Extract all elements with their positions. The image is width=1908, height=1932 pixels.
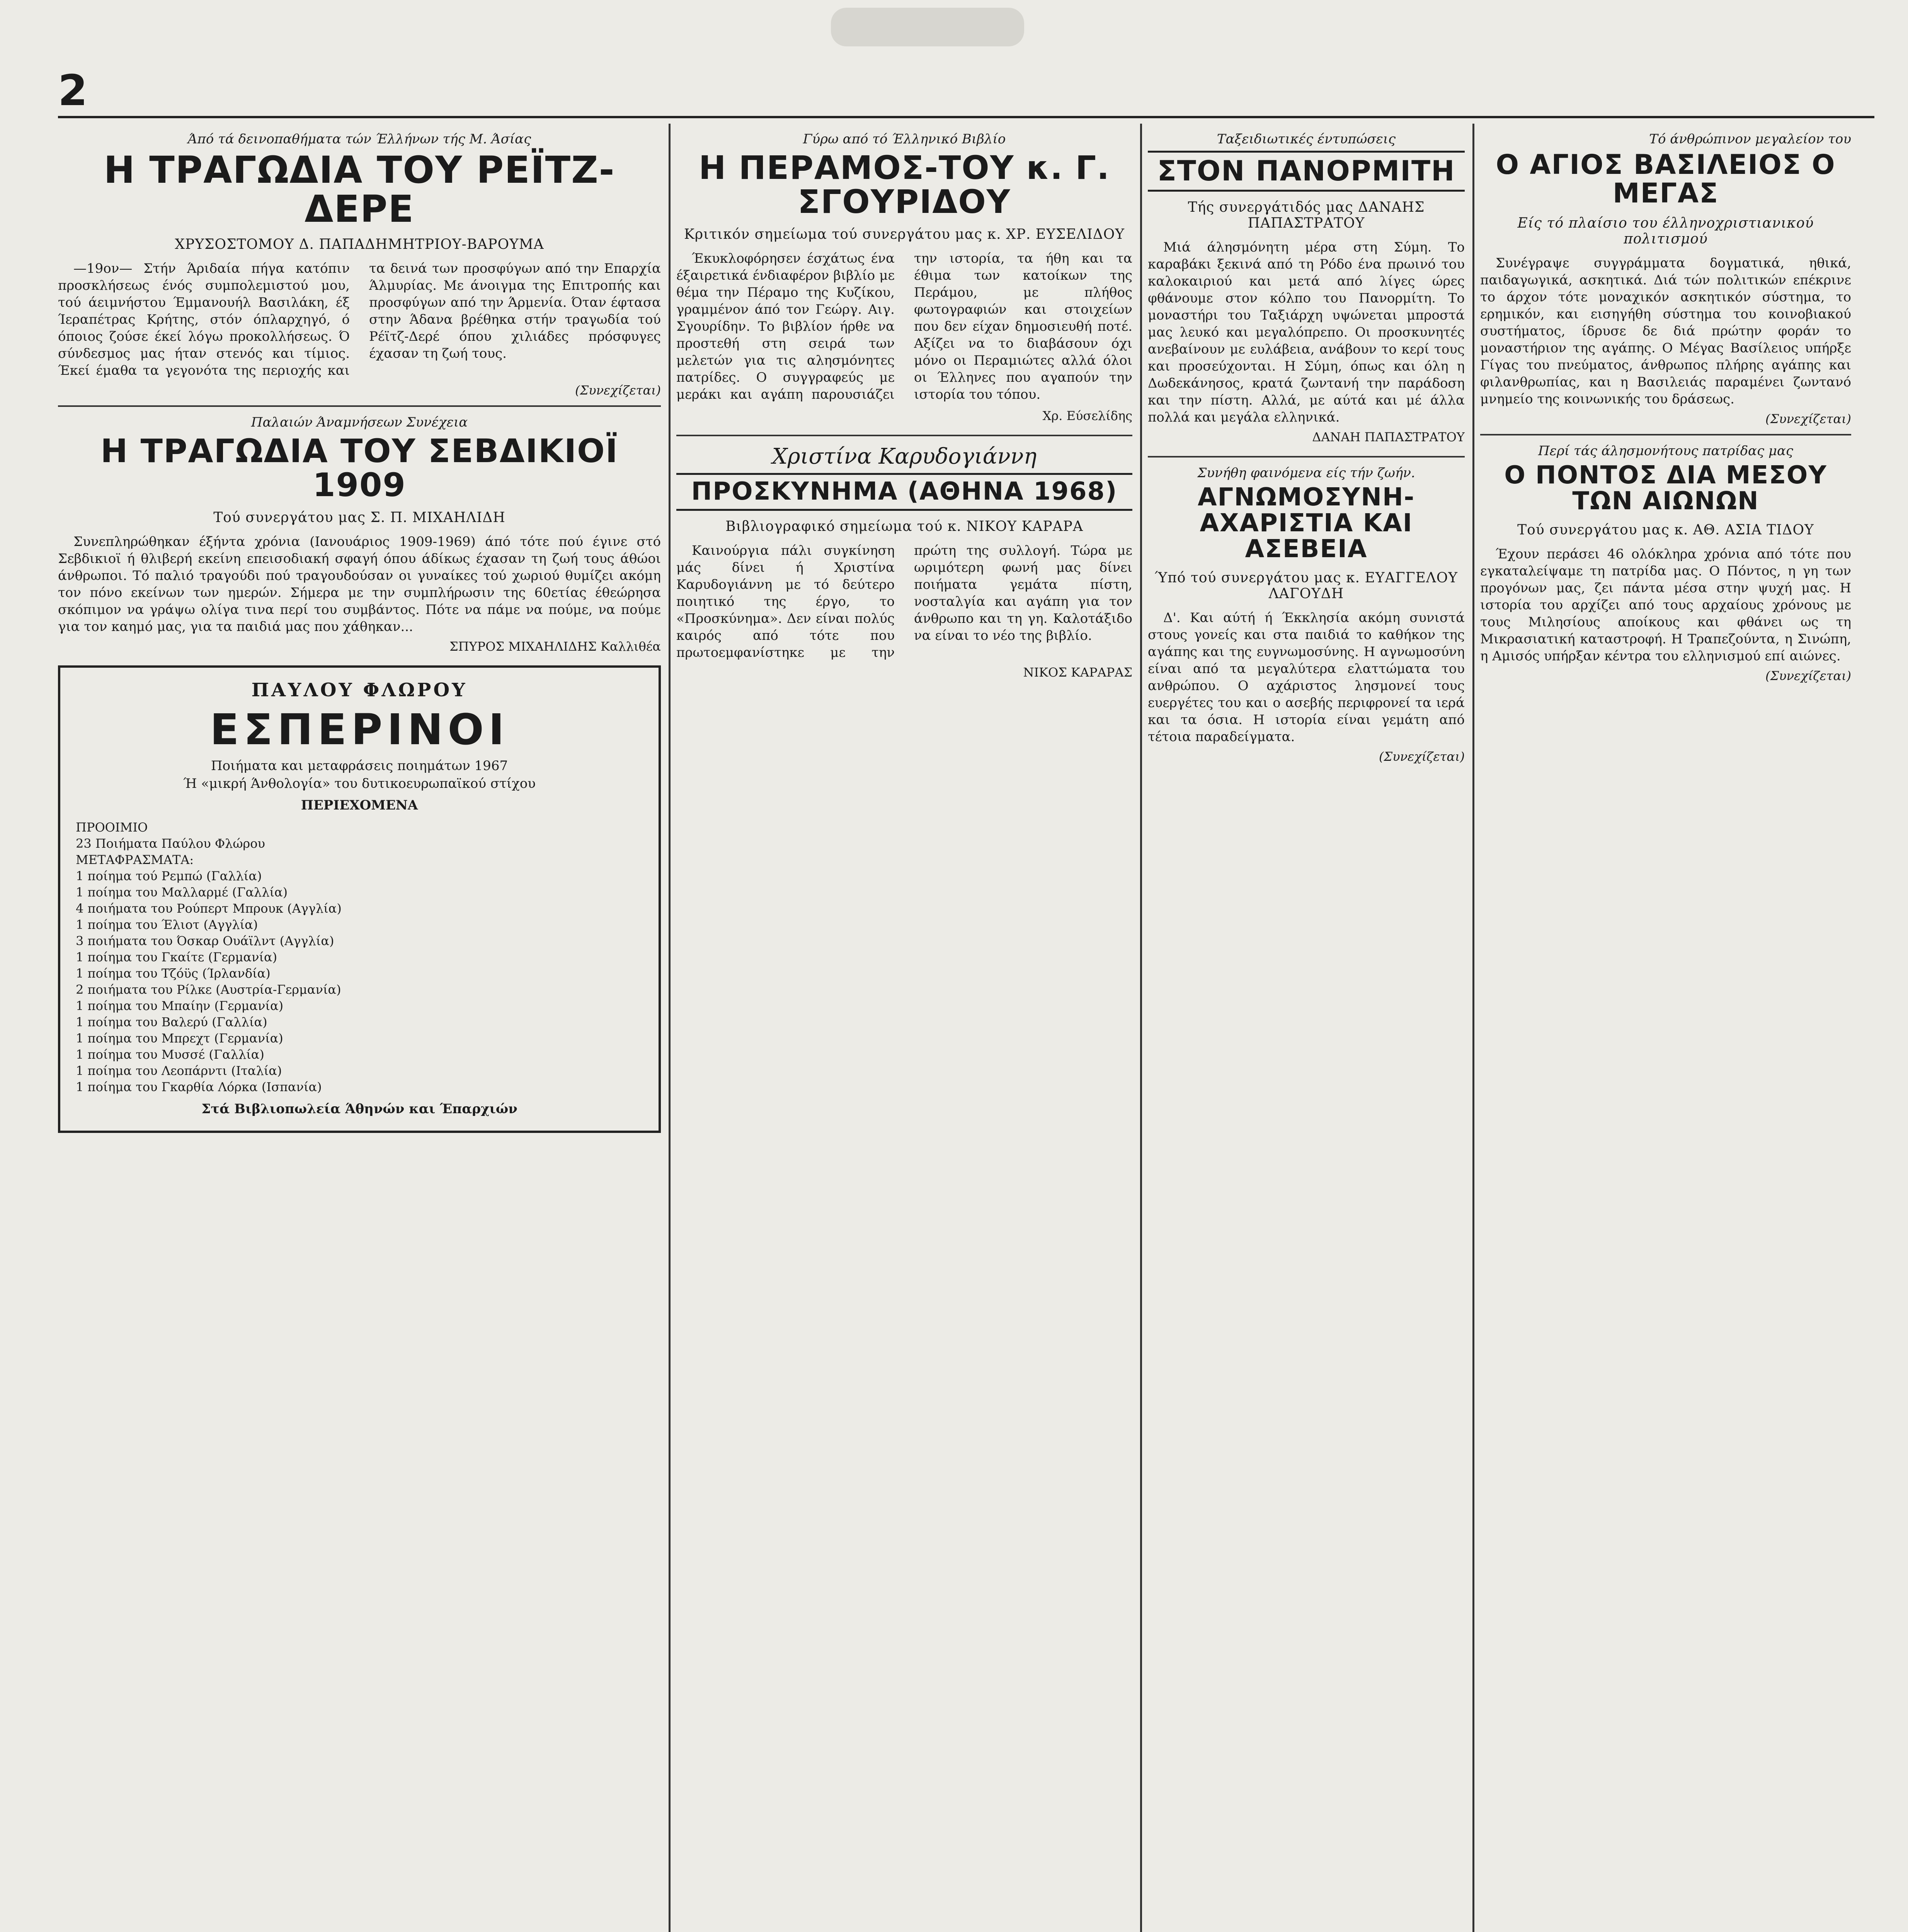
author-signature: Χρ. Εύσελίδης [1042, 408, 1132, 423]
article-headline: ΣΤΟΝ ΠΑΝΟΡΜΙΤΗ [1148, 151, 1465, 192]
column-1 [58, 124, 661, 1932]
ad-contents-item: ΜΕΤΑΦΡΑΣΜΑΤΑ: [76, 852, 194, 867]
article-text: Καινούργια πάλι συγκίνηση μάς δίνει ή Χριστίνα Καρυδογιάννη με τό δεύτερο ποιητικό της έργο, το «Προσκύνημα». Δεν είναι πολύς καιρός από τότε που πρωτοεμφανίστηκε με την πρώτη της συλλογή. Τώρα με ωριμότερη φωνή μας δίνει ποιήματα γεμάτα πίστη, νοσταλγία και αγάπη για τον άνθρωπο και τη γη. Καλοτάξιδο να είναι το νέο της βιβλίο. [676, 543, 1132, 660]
page-number: 2 [58, 66, 88, 115]
column-2 [676, 124, 1132, 1932]
ad-contents-item: 1 ποίημα του Έλιοτ (Αγγλία) [76, 917, 258, 932]
ad-contents-item: 1 ποίημα του Γκαρθία Λόρκα (Ισπανία) [76, 1079, 322, 1094]
article-kicker: Άπό τά δεινοπαθήματα τών Έλλήνων τής Μ. Άσίας [187, 131, 531, 147]
column-divider [669, 124, 671, 1932]
ad-contents-item: 1 ποίημα του Βαλερύ (Γαλλία) [76, 1014, 267, 1029]
top-rule [58, 116, 1874, 118]
article-headline: Η ΠΕΡΑΜΟΣ-ΤΟΥ κ. Γ. ΣΓΟΥΡΙΔΟΥ [698, 149, 1110, 221]
ad-contents-item: ΠΡΟΟΙΜΙΟ [76, 820, 148, 835]
book-ad-box [58, 665, 661, 1133]
author-signature: ΝΙΚΟΣ ΚΑΡΑΡΑΣ [1023, 665, 1132, 680]
article-text: Συνέγραψε συγγράμματα δογματικά, ηθικά, παιδαγωγικά, ασκητικά. Διά τών πολιτικών επέκρινε το άρχον τότε μοναχικόν ασκητικόν σύστημα, το ερημικόν, και εισηγήθη σύστημα του κοινοβιακού συστήματος, ίδρυσε δε διά πρώτην φοράν το μοναστήριον της αγάπης. Ο Μέγας Βασίλειος υπήρξε Γίγας του πνεύματος, άνθρωπος πλήρης αγάπης και φιλανθρωπίας, και η Βασιλειάς παραμένει ζωντανό μνημείο της κοινωνικής του δράσεως. [1480, 255, 1851, 407]
divider [58, 405, 661, 407]
article-byline: Είς τό πλαίσιο του έλληνοχριστιανικού πολιτισμού [1517, 215, 1814, 247]
article-body [1148, 609, 1465, 745]
article-body [1480, 255, 1851, 408]
ad-contents-heading: ΠΕΡΙΕΧΟΜΕΝΑ [301, 797, 418, 813]
article-headline: Η ΤΡΑΓΩΔΙΑ ΤΟΥ ΣΕΒΔΙΚΙΟΪ 1909 [100, 432, 618, 504]
ad-contents-item: 1 ποίημα του Τζόϋς (Ίρλανδία) [76, 966, 271, 981]
article-body [1148, 239, 1465, 426]
ad-contents-list [76, 819, 643, 1095]
article-text: Συνεπληρώθηκαν έξήντα χρόνια (Ιανουάριος 1909-1969) άπό τότε πού έγινε στό Σεβδικιοϊ ή θλιβερή εκείνη επεισοδιακή σφαγή όπου άδίκως έχασαν τη ζωή τους άθώοι άνθρωποι. Τό παλιό τραγούδι πού τραγουδούσαν οι γυναίκες τού χωριού θυμίζει ακόμη τον πόνο εκείνων των ημερών. Σήμερα με την συμπλήρωσιν της 60ετίας έθεώρησα σκόπιμον να γράψω ολίγα τινα περί του συμβάντος. Πότε να πάμε να πούμε, να πούμε για τον καημό μας, για τα παιδιά μας που χάθηκαν... [58, 534, 661, 634]
ad-contents-item: 1 ποίημα τού Ρεμπώ (Γαλλία) [76, 868, 262, 883]
article-body [676, 542, 1132, 661]
divider [676, 435, 1132, 436]
divider [1148, 456, 1465, 457]
article-byline: Τής συνεργάτιδός μας ΔΑΝΑΗΣ ΠΑΠΑΣΤΡΑΤΟΥ [1188, 199, 1425, 231]
article-text: Έχουν περάσει 46 ολόκληρα χρόνια από τότε που εγκαταλείψαμε τη πατρίδα μας. Ο Πόντος, η γη των προγόνων μας, ζει πάντα μέσα στην ψυχή μας. Η ιστορία του αρχίζει από τους αρχαίους χρόνους με τους Μιλησίους αποίκους και φθάνει ως τη Μικρασιατική καταστροφή. Η Τραπεζούντα, η Σινώπη, η Αμισός υπήρξαν κέντρα του ελληνισμού επί αιώνες. [1480, 546, 1851, 664]
continued-label: (Συνεχίζεται) [1765, 412, 1851, 426]
ad-contents-item: 1 ποίημα του Γκαίτε (Γερμανία) [76, 949, 277, 964]
article-byline: Τού συνεργάτου μας κ. ΑΘ. ΑΣΙΑ ΤΙΔΟΥ [1517, 522, 1814, 538]
author-signature: ΣΠΥΡΟΣ ΜΙΧΑΗΛΙΔΗΣ Καλλιθέα [449, 639, 661, 654]
article-text: Δ'. Και αύτή ή Έκκλησία ακόμη συνιστά στους γονείς και στα παιδιά το καθήκον της αγάπης και της ευγνωμοσύνης. Η αγνωμοσύνη είναι από τα μεγαλύτερα ελαττώματα του ανθρώπου. Ο αχάριστος λησμονεί τους ευεργέτες του και ο ασεβής περιφρονεί τα ιερά και τα όσια. Η ιστορία είναι γεμάτη από τέτοια παραδείγματα. [1148, 610, 1465, 745]
article-text: Έκυκλοφόρησεν έσχάτως ένα έξαιρετικά ένδιαφέρον βιβλίο με θέμα την Πέραμο της Κυζίκου, γραμμένον άπό τον Γεώργ. Αιγ. Σγουρίδην. Το βιβλίον ήρθε να προστεθή στη σειρά των μελετών για τις αλησμόνητες πατρίδες. Ο συγγραφεύς με μεράκι και αγάπη παρουσιάζει την ιστορία, τα ήθη και τα έθιμα των κατοίκων της Περάμου, με πλήθος φωτογραφιών και στοιχείων που δεν είχαν δημοσιευθή ποτέ. Αξίζει να το διαβάσουν όχι μόνο οι Περαμιώτες αλλά όλοι οι Έλληνες που αγαπούν την ιστορία του τόπου. [676, 251, 1132, 403]
article-byline: Κριτικόν σημείωμα τού συνεργάτου μας κ. ΧΡ. ΕΥΣΕΛΙΔΟΥ [684, 226, 1125, 243]
masthead-fragment [831, 8, 1024, 46]
article-headline: ΠΡΟΣΚΥΝΗΜΑ (ΑΘΗΝΑ 1968) [676, 473, 1132, 510]
article-headline: Η ΤΡΑΓΩΔΙΑ ΤΟΥ ΡΕΪΤΖ-ΔΕΡΕ [104, 148, 615, 231]
ad-contents-item: 23 Ποιήματα Παύλου Φλώρου [76, 836, 265, 851]
article-body [1480, 546, 1851, 665]
ad-contents-item: 1 ποίημα του Μυσσέ (Γαλλία) [76, 1047, 264, 1062]
continued-label: (Συνεχίζεται) [1765, 668, 1851, 684]
article-headline: Ο ΠΟΝΤΟΣ ΔΙΑ ΜΕΣΟΥ ΤΩΝ ΑΙΩΝΩΝ [1504, 461, 1827, 516]
article-kicker: Τό άνθρώπινον μεγαλείον του [1649, 131, 1851, 147]
column-3 [1148, 124, 1465, 1932]
article-byline: Ύπό τού συνεργάτου μας κ. ΕΥΑΓΓΕΛΟΥ ΛΑΓΟΥΔΗ [1154, 570, 1458, 602]
article-body [58, 533, 661, 635]
article-byline: Βιβλιογραφικό σημείωμα τού κ. ΝΙΚΟΥ ΚΑΡΑΡΑ [725, 518, 1083, 534]
continued-label: (Συνεχίζεται) [575, 383, 661, 398]
article-kicker: Ταξειδιωτικές έντυπώσεις [1217, 131, 1396, 147]
ad-contents-item: 3 ποιήματα του Όσκαρ Ουάϊλντ (Αγγλία) [76, 933, 334, 948]
article-text: Μιά άλησμόνητη μέρα στη Σύμη. Το καραβάκι ξεκινά από τη Ρόδο ένα πρωινό του καλοκαιριού και μετά από λίγες ώρες φθάνουμε στον κόλπο του Πανορμίτη. Το μοναστήρι του Ταξιάρχη υψώνεται μπροστά μας λευκό και μεγαλόπρεπο. Οι προσκυνητές ανεβαίνουν με ευλάβεια, ανάβουν το κερί τους και προσεύχονται. Η Σύμη, όπως και όλη η Δωδεκάνησος, κρατά ζωντανή την παράδοση και την πίστη. Αλλά, με αύτά και μέ άλλα πολλά και μεγάλα ελληνικά. [1148, 239, 1465, 425]
continued-label: (Συνεχίζεται) [1379, 749, 1465, 764]
article-byline: ΧΡΥΣΟΣΤΟΜΟΥ Δ. ΠΑΠΑΔΗΜΗΤΡΙΟΥ-ΒΑΡΟΥΜΑ [175, 236, 544, 252]
article-byline: Τού συνεργάτου μας Σ. Π. ΜΙΧΑΗΛΙΔΗ [213, 509, 506, 526]
article-text: —19ον— Στήν Άριδαία πήγα κατόπιν προσκλήσεως ένός συμπολεμιστού μου, τού άειμνήστου Έμμανουήλ Βασιλάκη, έξ Ίεραπέτρας Κρήτης, στόν όπλαρχηγό, ό όποιος ζούσε έκεί λόγω προκολλήσεως. Ό σύνδεσμος μας ήταν στενός και τίμιος. Έκεί έμαθα τα γεγονότα της περιοχής και τα δεινά των προσφύγων από την Επαρχία Άλμυρίας. Με άνοιγμα της Επιτροπής και προσφύγων από την Άρμενία. Όταν έφτασα στην Άδανα βρέθηκα στήν τραγωδία τού Ρέϊτζ-Δερέ όπου χιλιάδες πρόσφυγες έχασαν τη ζωή τους. [58, 260, 661, 378]
ad-contents-item: 1 ποίημα του Μαλλαρμέ (Γαλλία) [76, 884, 288, 900]
ad-subtitle: Ή «μικρή Άνθολογία» του δυτικοευρωπαϊκού στίχου [183, 776, 536, 791]
ad-author: ΠΑΥΛΟΥ ΦΛΩΡΟΥ [251, 679, 468, 701]
article-headline: Ο ΑΓΙΟΣ ΒΑΣΙΛΕΙΟΣ Ο ΜΕΓΑΣ [1496, 149, 1836, 209]
article-kicker: Περί τάς άλησμονήτους πατρίδας μας [1538, 443, 1793, 459]
article-body [676, 250, 1132, 405]
article-body [58, 260, 661, 379]
column-divider [1472, 124, 1474, 1932]
ad-subtitle: Ποιήματα και μεταφράσεις ποιημάτων 1967 [211, 758, 508, 774]
author-signature: ΔΑΝΑΗ ΠΑΠΑΣΤΡΑΤΟΥ [1312, 429, 1465, 444]
ad-footer: Στά Βιβλιοπωλεία Άθηνών και Έπαρχιών [201, 1101, 517, 1117]
divider [1480, 434, 1851, 435]
article-kicker: Γύρω από τό Έλληνικό Βιβλίο [803, 131, 1006, 147]
article-headline: ΑΓΝΩΜΟΣΥΝΗ-ΑΧΑΡΙΣΤΙΑ ΚΑΙ ΑΣΕΒΕΙΑ [1197, 483, 1415, 563]
ad-contents-item: 4 ποιήματα του Ρούπερτ Μπρουκ (Αγγλία) [76, 901, 342, 916]
column-4 [1480, 124, 1851, 1932]
article-kicker: Χριστίνα Καρυδογιάννη [772, 444, 1037, 469]
column-divider [1140, 124, 1142, 1932]
ad-title: ΕΣΠΕΡΙΝΟΙ [210, 704, 509, 754]
article-kicker: Συνήθη φαινόμενα είς τήν ζωήν. [1197, 465, 1415, 481]
ad-contents-item: 1 ποίημα του Μπαίην (Γερμανία) [76, 998, 284, 1013]
ad-contents-item: 1 ποίημα του Λεοπάρντι (Ιταλία) [76, 1063, 282, 1078]
ad-contents-item: 2 ποιήματα του Ρίλκε (Αυστρία-Γερμανία) [76, 982, 341, 997]
ad-contents-item: 1 ποίημα του Μπρεχτ (Γερμανία) [76, 1031, 283, 1046]
article-kicker: Παλαιών Άναμνήσεων Συνέχεια [251, 414, 468, 430]
